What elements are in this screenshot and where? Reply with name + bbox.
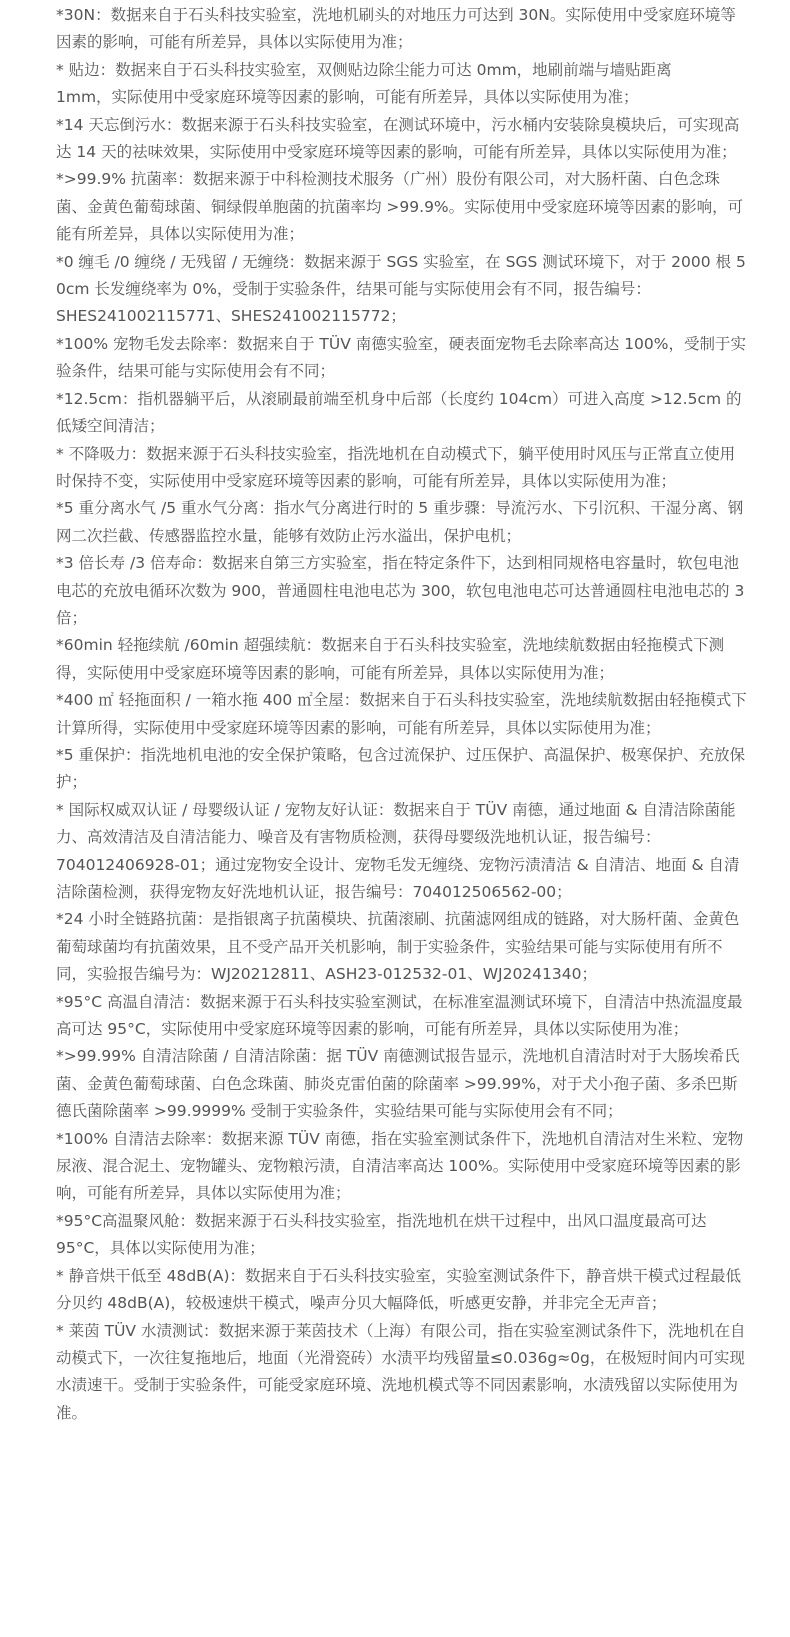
footnote-5-protections: *5 重保护：指洗地机电池的安全保护策略，包含过流保护、过压保护、高温保护、极寒保护、充放保护； [56,745,746,792]
footnote-certifications: * 国际权威双认证 / 母婴级认证 / 宠物友好认证：数据来自于 TÜV 南德，通过地面 & 自清洁除菌能力、高效清洁及自清洁能力、噪音及有害物质检测，获得母婴级洗地机认证，报告编号： 704012406928-01；通过宠物安全设计、宠物毛发无缠绕、宠物污渍清洁 & 自清洁、地面 & 自清洁除菌检测，获得宠物友好洗地机认证，报告编号：704012506562-00； [56,800,740,901]
footnote-5-stage-separation: *5 重分离水气 /5 重水气分离：指水气分离进行时的 5 重步骤：导流污水、下引沉积、干湿分离、钢网二次拦截、传感器监控水量，能够有效防止污水溢出，保护电机； [56,499,744,545]
footnote-edge-cleaning: * 贴边：数据来自于石头科技实验室，双侧贴边除尘能力可达 0mm，地刷前端与墙贴距离 1mm，实际使用中受家庭环境等因素的影响，可能有所差异，具体以实际使用为准； [56,60,672,107]
footnote-60min-runtime: *60min 轻拖续航 /60min 超强续航：数据来自于石头科技实验室，洗地续航数据由轻拖模式下测得，实际使用中受家庭环境等因素的影响，可能有所差异，具体以实际使用为准； [56,636,725,682]
footnote-95c-air-chamber: *95°C高温聚风舱：数据来源于石头科技实验室，指洗地机在烘干过程中，出风口温度最高可达 95°C，具体以实际使用为准； [56,1211,707,1258]
footnote-3x-lifespan: *3 倍长寿 /3 倍寿命：数据来自第三方实验室，指在特定条件下，达到相同规格电容量时，软包电池电芯的充放电循环次数为 900，普通圆柱电池电芯为 300，软包电池电芯可达普通圆柱电池电芯的 3 倍； [56,554,745,627]
footnote-tuv-water-stain: * 莱茵 TÜV 水渍测试：数据来源于莱茵技术（上海）有限公司，指在实验室测试条件下，洗地机在自动模式下，一次往复拖地后，地面（光滑瓷砖）水渍平均残留量≤0.036g≈0g，在极短时间内可实现水渍速干。受制于实验条件，可能受家庭环境、洗地机模式等不同因素影响，水渍残留以实际使用为准。 [56,1321,746,1422]
footnote-zero-tangle: *0 缠毛 /0 缠绕 / 无残留 / 无缠绕：数据来源于 SGS 实验室，在 SGS 测试环境下，对于 2000 根 50cm 长发缠绕率为 0%，受制于实验条件，结果可能与实际使用会有不同，报告编号： SHES241002115771、SHES241002115772； [56,252,746,326]
footnote-12-5cm: *12.5cm：指机器躺平后，从滚刷最前端至机身中后部（长度约 104cm）可进入高度 >12.5cm 的低矮空间清洁； [56,389,742,436]
footnote-self-clean-sterilization: *>99.99% 自清洁除菌 / 自清洁除菌：据 TÜV 南德测试报告显示，洗地机自清洁时对于大肠埃希氏菌、金黄色葡萄球菌、白色念珠菌、肺炎克雷伯菌的除菌率 >99.99%，对于犬小孢子菌、多杀巴斯德氏菌除菌率 >99.9999% 受制于实验条件，实验结果可能与实际使用会有不同； [56,1047,740,1121]
footnote-100-self-clean-removal: *100% 自清洁去除率：数据来源 TÜV 南德，指在实验室测试条件下，洗地机自清洁对生米粒、宠物尿液、混合泥土、宠物罐头、宠物粮污渍，自清洁率高达 100%。实际使用中受家庭环境等因素的影响，可能有所差异，具体以实际使用为准； [56,1129,744,1203]
footnote-24h-antibacterial: *24 小时全链路抗菌：是指银离子抗菌模块、抗菌滚刷、抗菌滤网组成的链路，对大肠杆菌、金黄色葡萄球菌均有抗菌效果，且不受产品开关机影响，制于实验条件，实验结果可能与实际使用有所不同，实验报告编号为：WJ20212811、ASH23-012532-01、WJ20241340； [56,910,740,984]
footnote-antibacterial-rate: *>99.9% 抗菌率：数据来源于中科检测技术服务（广州）股份有限公司，对大肠杆菌、白色念珠菌、金黄色葡萄球菌、铜绿假单胞菌的抗菌率均 >99.9%。实际使用中受家庭环境等因素的影响，可能有所差异，具体以实际使用为准； [56,170,744,244]
footnote-14-days-deodorize: *14 天忘倒污水：数据来源于石头科技实验室，在测试环境中，污水桶内安装除臭模块后，可实现高达 14 天的祛味效果，实际使用中受家庭环境等因素的影响，可能有所差异，具体以实际使用为准； [56,115,740,162]
footnote-400sqm-area: *400 ㎡ 轻拖面积 / 一箱水拖 400 ㎡全屋：数据来自于石头科技实验室，洗地续航数据由轻拖模式下计算所得，实际使用中受家庭环境等因素的影响，可能有所差异，具体以实际使用为准； [56,691,747,737]
footnote-pet-hair-removal: *100% 宠物毛发去除率：数据来自于 TÜV 南德实验室，硬表面宠物毛去除率高达 100%，受制于实验条件，结果可能与实际使用会有不同； [56,334,747,381]
footnote-30n: *30N：数据来自于石头科技实验室，洗地机刷头的对地压力可达到 30N。实际使用中受家庭环境等因素的影响，可能有所差异，具体以实际使用为准； [56,6,736,52]
footnote-constant-suction: * 不降吸力：数据来源于石头科技实验室，指洗地机在自动模式下，躺平使用时风压与正常直立使用时保持不变，实际使用中受家庭环境等因素的影响，可能有所差异，具体以实际使用为准； [56,444,736,490]
footnote-95c-self-clean: *95°C 高温自清洁：数据来源于石头科技实验室测试，在标准室温测试环境下，自清洁中热流温度最高可达 95°C，实际使用中受家庭环境等因素的影响，可能有所差异，具体以实际使用为准； [56,992,743,1039]
footnote-quiet-drying: * 静音烘干低至 48dB(A)：数据来自于石头科技实验室，实验室测试条件下，静音烘干模式过程最低分贝约 48dB(A)，较极速烘干模式，噪声分贝大幅降低，听感更安静，并非完全无声音； [56,1266,742,1313]
